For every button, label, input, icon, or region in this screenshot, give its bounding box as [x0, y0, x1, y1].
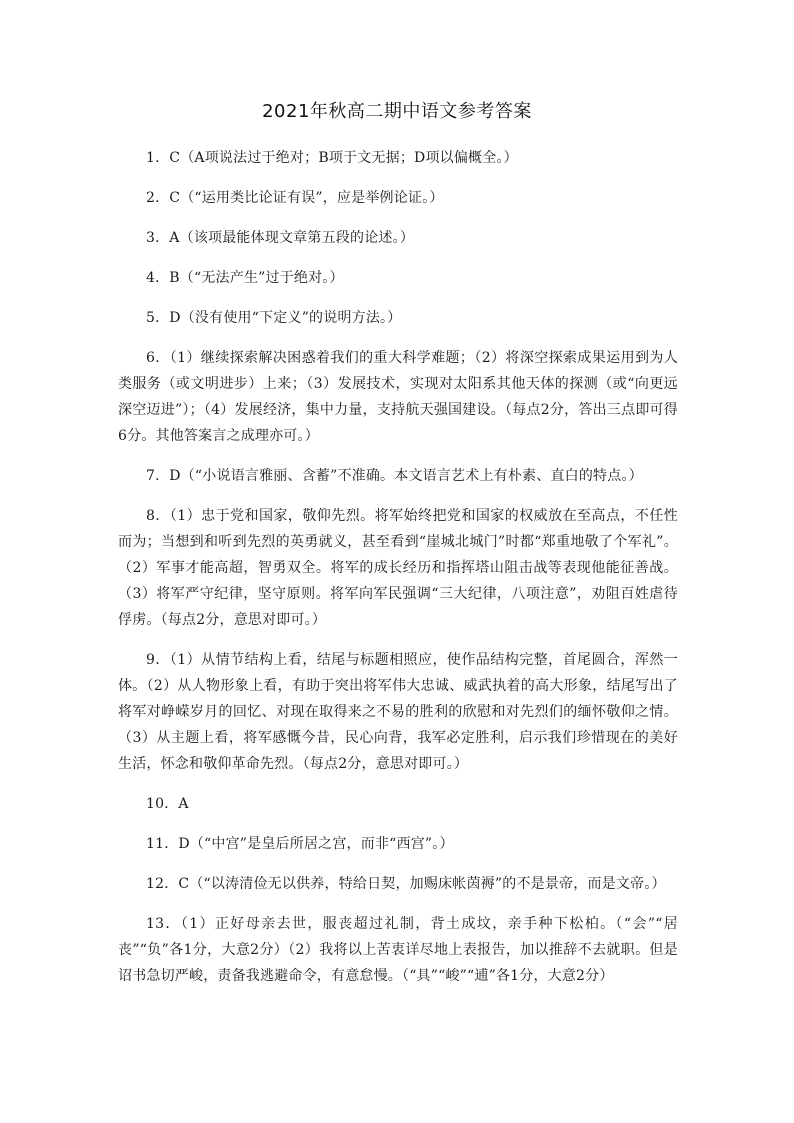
answer-10: 10．A [146, 796, 189, 812]
answer-11: 11．D（“中宫”是皇后所居之宫，而非“西宫”。） [146, 836, 454, 852]
answer-13: 13．（1）正好母亲去世，服丧超过礼制，背土成坟，亲手种下松柏。（“会”“居丧”“负”各1分，大意2分）（2）我将以上苦衷详尽地上表报告，加以推辞不去就职。但是诏书急切严峻，责备我逃避命令，有意怠慢。（“具”“峻”“逋”各1分，大意2分） [118, 916, 678, 984]
answer-5: 5．D（没有使用“下定义”的说明方法。） [146, 310, 402, 326]
answer-12: 12．C（“以涛清俭无以供养，特给日契，加赐床帐茵褥”的不是景帝，而是文帝。） [146, 876, 666, 892]
answer-7: 7．D（“小说语言雅丽、含蓄”不准确。本文语言艺术上有朴素、直白的特点。） [146, 468, 643, 484]
answer-list [118, 145, 678, 1003]
answer-1: 1．C（A项说法过于绝对；B项于文无据；D项以偏概全。） [146, 150, 518, 166]
answer-8: 8．（1）忠于党和国家，敬仰先烈。将军始终把党和国家的权威放在至高点，不任性而为；当想到和听到先烈的英勇就义，甚至看到“崖城北城门”时都“郑重地敬了个军礼”。（2）军事才能高超，智勇双全。将军的成长经历和指挥塔山阻击战等表现他能征善战。（3）将军严守纪律，坚守原则。将军向军民强调“三大纪律，八项注意”，劝阻百姓虐待俘虏。（每点2分，意思对即可。） [118, 508, 678, 628]
answer-4: 4．B（“无法产生”过于绝对。） [146, 270, 344, 286]
answer-2: 2．C（“运用类比论证有误”，应是举例论证。） [146, 190, 444, 206]
answer-9: 9．（1）从情节结构上看，结尾与标题相照应，使作品结构完整，首尾圆合，浑然一体。（2）从人物形象上看，有助于突出将军伟大忠诚、威武执着的高大形象，结尾写出了将军对峥嵘岁月的回忆、对现在取得来之不易的胜利的欣慰和对先烈们的缅怀敬仰之情。（3）从主题上看，将军感慨今昔，民心向背，我军必定胜利，启示我们珍惜现在的美好生活，怀念和敬仰革命先烈。（每点2分，意思对即可。） [118, 652, 678, 772]
answer-3: 3．A（该项最能体现文章第五段的论述。） [146, 230, 415, 246]
page-title: 2021年秋高二期中语文参考答案 [262, 101, 532, 122]
answer-6: 6．（1）继续探索解决困惑着我们的重大科学难题；（2）将深空探索成果运用到为人类服务（或文明进步）上来；（3）发展技术，实现对太阳系其他天体的探测（或“向更远深空迈进”）；（4）发展经济，集中力量，支持航天强国建设。（每点2分，答出三点即可得6分。其他答案言之成理亦可。） [118, 350, 678, 444]
